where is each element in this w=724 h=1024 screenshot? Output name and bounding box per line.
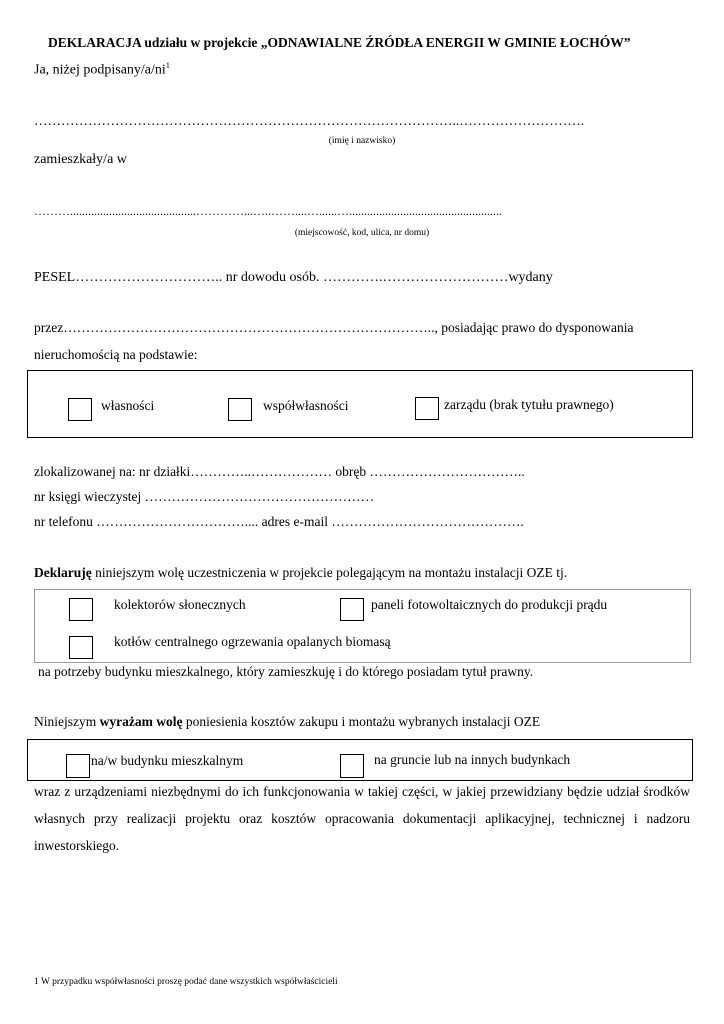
issued-by-line[interactable]: przez……………………………………………………………………….., posiadając prawo do dysponowania bbox=[34, 320, 634, 335]
contact-line[interactable]: nr telefonu …………………………….... adres e-mail ……………………………………. bbox=[34, 514, 524, 529]
consent-text bbox=[34, 714, 540, 730]
ownership-option-label: współwłasności bbox=[263, 398, 349, 413]
installation-checkbox-fotowoltaika[interactable] bbox=[340, 598, 364, 621]
ownership-checkbox-zarzadu[interactable] bbox=[415, 397, 439, 420]
installation-option-label: kolektorów słonecznych bbox=[114, 597, 246, 612]
ownership-basis-label: nieruchomością na podstawie: bbox=[34, 347, 198, 362]
ownership-option-label: zarządu (brak tytułu prawnego) bbox=[444, 397, 614, 412]
location-checkbox-grunt[interactable] bbox=[340, 754, 364, 778]
ownership-option-label: własności bbox=[101, 398, 155, 413]
intro-label: Ja, niżej podpisany/a/ni bbox=[34, 62, 166, 78]
installation-option-label: paneli fotowoltaicznych do produkcji prądu bbox=[371, 597, 608, 612]
location-checkbox-budynek[interactable] bbox=[66, 754, 90, 778]
consent-bold: wyrażam wolę bbox=[99, 714, 183, 729]
residence-label: zamieszkały/a w bbox=[34, 152, 127, 167]
declaration-text bbox=[34, 565, 567, 581]
name-field-caption: (imię i nazwisko) bbox=[328, 136, 396, 146]
pesel-id-line[interactable]: PESEL………………………….. nr dowodu osób. ………….………………………wydany bbox=[34, 270, 553, 285]
page-title: DEKLARACJA udziału w projekcie „ODNAWIALNE ŹRÓDŁA ENERGII W GMINIE ŁOCHÓW” bbox=[48, 35, 631, 50]
name-field-line[interactable]: …………………………………………………………………………………..………………………. bbox=[34, 113, 585, 128]
declaration-bold: Deklaruję bbox=[34, 565, 92, 580]
intro-text bbox=[34, 61, 170, 79]
location-option-label: na gruncie lub na innych budynkach bbox=[374, 752, 571, 767]
footnote-mark: 1 bbox=[165, 61, 170, 70]
building-purpose-text: na potrzeby budynku mieszkalnego, który zamieszkuję i do którego posiadam tytuł prawny. bbox=[38, 664, 534, 679]
consent-rest: poniesienia kosztów zakupu i montażu wybranych instalacji OZE bbox=[182, 714, 541, 729]
footnote-text: 1 W przypadku współwłasności proszę podać dane wszystkich współwłaścicieli bbox=[34, 977, 338, 987]
installation-option-label: kotłów centralnego ogrzewania opalanych biomasą bbox=[114, 634, 391, 649]
ownership-checkbox-wlasnosci[interactable] bbox=[68, 398, 92, 421]
plot-number-line[interactable]: zlokalizowanej na: nr działki…………..……………… obręb …………………………….. bbox=[34, 464, 525, 479]
land-register-line[interactable]: nr księgi wieczystej …………………………………………… bbox=[34, 489, 375, 504]
location-option-label: na/w budynku mieszkalnym bbox=[91, 753, 244, 768]
residence-field-line[interactable]: ………..........................................…………...…..……....…......…................................................... bbox=[34, 204, 502, 218]
consent-pre: Niniejszym bbox=[34, 714, 100, 729]
declaration-rest: niniejszym wolę uczestniczenia w projekcie polegającym na montażu instalacji OZE tj. bbox=[91, 565, 568, 580]
residence-field-caption: (miejscowość, kod, ulica, nr domu) bbox=[294, 228, 430, 238]
ownership-checkbox-wspolwlasnosci[interactable] bbox=[228, 398, 252, 421]
installation-checkbox-kolektory[interactable] bbox=[69, 598, 93, 621]
installation-checkbox-biomasa[interactable] bbox=[69, 636, 93, 659]
cost-paragraph: wraz z urządzeniami niezbędnymi do ich funkcjonowania w takiej części, w jakiej przewidziany będzie udział środków własnych przy realizacji projektu oraz kosztów opracowania dokumentacji aplikacyjnej, technicznej i nadzoru inwestorskiego. bbox=[34, 784, 690, 853]
